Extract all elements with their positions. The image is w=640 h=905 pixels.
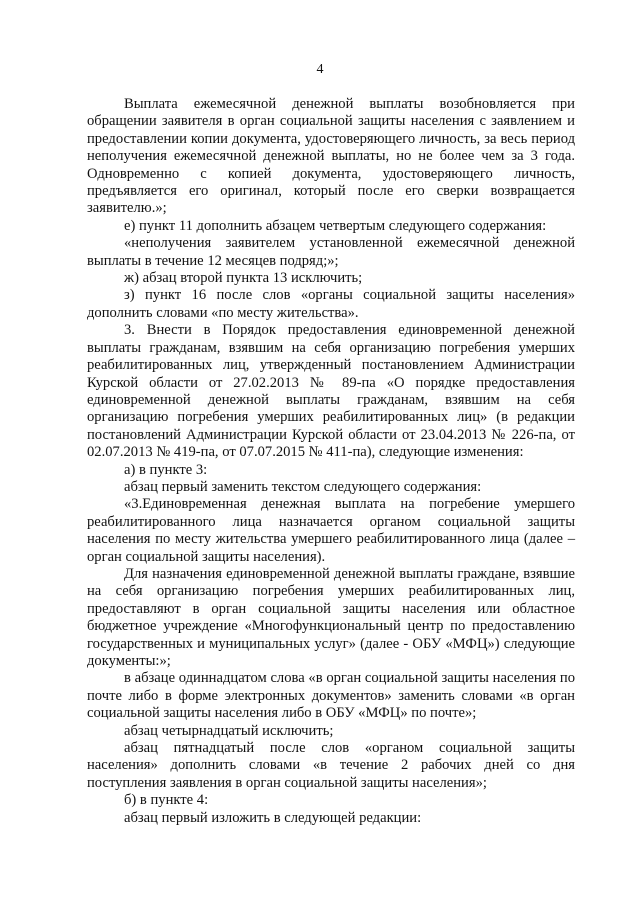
paragraph: Выплата ежемесячной денежной выплаты возобновляется при обращении заявителя в орган социальной защиты населения с заявлением и предоставлении копии документа, удостоверяющего личность, за весь период неполучения ежемесячной денежной выплаты, но не более чем за 3 года. Одновременно с копией документа, удостоверяющего личность, предъявляется его оригинал, который после его сверки возвращается заявителю.»; <box>87 96 575 217</box>
paragraph: Для назначения единовременной денежной выплаты граждане, взявшие на себя организацию погребения умерших реабилитированных лиц, предоставляют в орган социальной защиты населения или областное бюджетное учреждение «Многофункциональный центр по предоставлению государственных и муниципальных услуг» (далее - ОБУ «МФЦ») следующие документы:»; <box>87 565 575 669</box>
paragraph: ж) абзац второй пункта 13 исключить; <box>124 270 363 287</box>
paragraph: «3.Единовременная денежная выплата на погребение умершего реабилитированного лица назначается органом социальной защиты населения по месту жительства умершего реабилитированного лица (далее – орган социальной защиты населения). <box>87 496 575 565</box>
paragraph: б) в пункте 4: <box>124 792 209 809</box>
paragraph: 3. Внести в Порядок предоставления единовременной денежной выплаты гражданам, взявшим на себя организацию погребения умерших реабилитированных лиц, утвержденный постановлением Администрации Курской области от 27.02.2013 № 89-па «О порядке предоставления единовременной денежной выплаты гражданам, взявшим на себя организацию погребения умерших реабилитированных лиц» (в редакции постановлений Администрации Курской области от 23.04.2013 № 226-па, от 02.07.2013 № 419-па, от 07.07.2015 № 411-па), следующие изменения: <box>87 322 575 461</box>
paragraph: абзац первый изложить в следующей редакции: <box>124 809 422 826</box>
paragraph: абзац четырнадцатый исключить; <box>124 722 334 739</box>
paragraph: абзац первый заменить текстом следующего содержания: <box>124 478 482 495</box>
paragraph: абзац пятнадцатый после слов «органом социальной защиты населения» дополнить словами «в течение 2 рабочих дней со дня поступления заявления в орган социальной защиты населения»; <box>87 740 575 791</box>
document-body <box>87 96 575 827</box>
page-number: 4 <box>316 62 324 77</box>
paragraph: е) пункт 11 дополнить абзацем четвертым следующего содержания: <box>124 217 547 234</box>
paragraph: з) пункт 16 после слов «органы социальной защиты населения» дополнить словами «по месту жительства». <box>87 287 575 321</box>
paragraph: «неполучения заявителем установленной ежемесячной денежной выплаты в течение 12 месяцев подряд;»; <box>87 235 575 269</box>
paragraph: а) в пункте 3: <box>124 461 208 478</box>
paragraph: в абзаце одиннадцатом слова «в орган социальной защиты населения по почте либо в форме электронных документов» заменить словами «в орган социальной защиты населения либо в ОБУ «МФЦ» по почте»; <box>87 670 575 722</box>
